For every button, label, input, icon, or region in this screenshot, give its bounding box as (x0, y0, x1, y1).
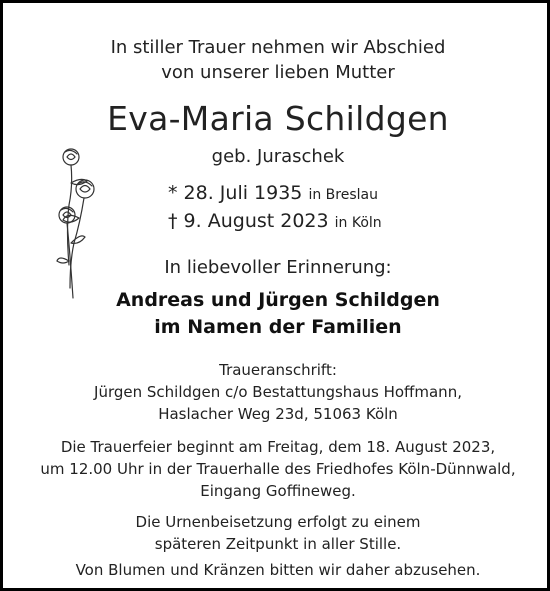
death-line (168, 209, 382, 235)
intro-line-2: von unserer lieben Mutter (161, 62, 395, 83)
birth-date: 28. Juli 1935 (183, 182, 303, 204)
ceremony-line-2: um 12.00 Uhr in der Trauerhalle des Friedhofes Köln-Dünnwald, (40, 460, 516, 478)
intro-line-1: In stiller Trauer nehmen wir Abschied (110, 37, 446, 58)
closing-note: Von Blumen und Kränzen bitten wir daher abzusehen. (75, 561, 481, 579)
birth-symbol: * (168, 182, 178, 204)
death-place: in Köln (334, 215, 382, 231)
birth-place: in Breslau (308, 187, 378, 203)
ceremony-line-1: Die Trauerfeier beginnt am Freitag, dem 18. August 2023, (60, 438, 496, 456)
death-symbol: † (168, 210, 178, 232)
roses-line-drawing-icon (49, 143, 109, 303)
maiden-name: geb. Juraschek (211, 146, 345, 167)
burial-line-2: späteren Zeitpunkt in aller Stille. (154, 535, 402, 553)
death-date: 9. August 2023 (183, 210, 329, 232)
memory-heading: In liebevoller Erinnerung: (164, 257, 392, 278)
address-line-2: Haslacher Weg 23d, 51063 Köln (158, 405, 398, 423)
ceremony-line-3: Eingang Goffineweg. (200, 482, 356, 500)
family-names: Andreas und Jürgen Schildgen (116, 289, 440, 311)
address-line-1: Jürgen Schildgen c/o Bestattungshaus Hoffmann, (94, 383, 462, 401)
address-label: Traueranschrift: (219, 361, 337, 379)
burial-line-1: Die Urnenbeisetzung erfolgt zu einem (135, 513, 421, 531)
birth-line (168, 181, 378, 207)
family-names-subline: im Namen der Familien (154, 316, 402, 338)
deceased-name: Eva-Maria Schildgen (107, 99, 449, 138)
